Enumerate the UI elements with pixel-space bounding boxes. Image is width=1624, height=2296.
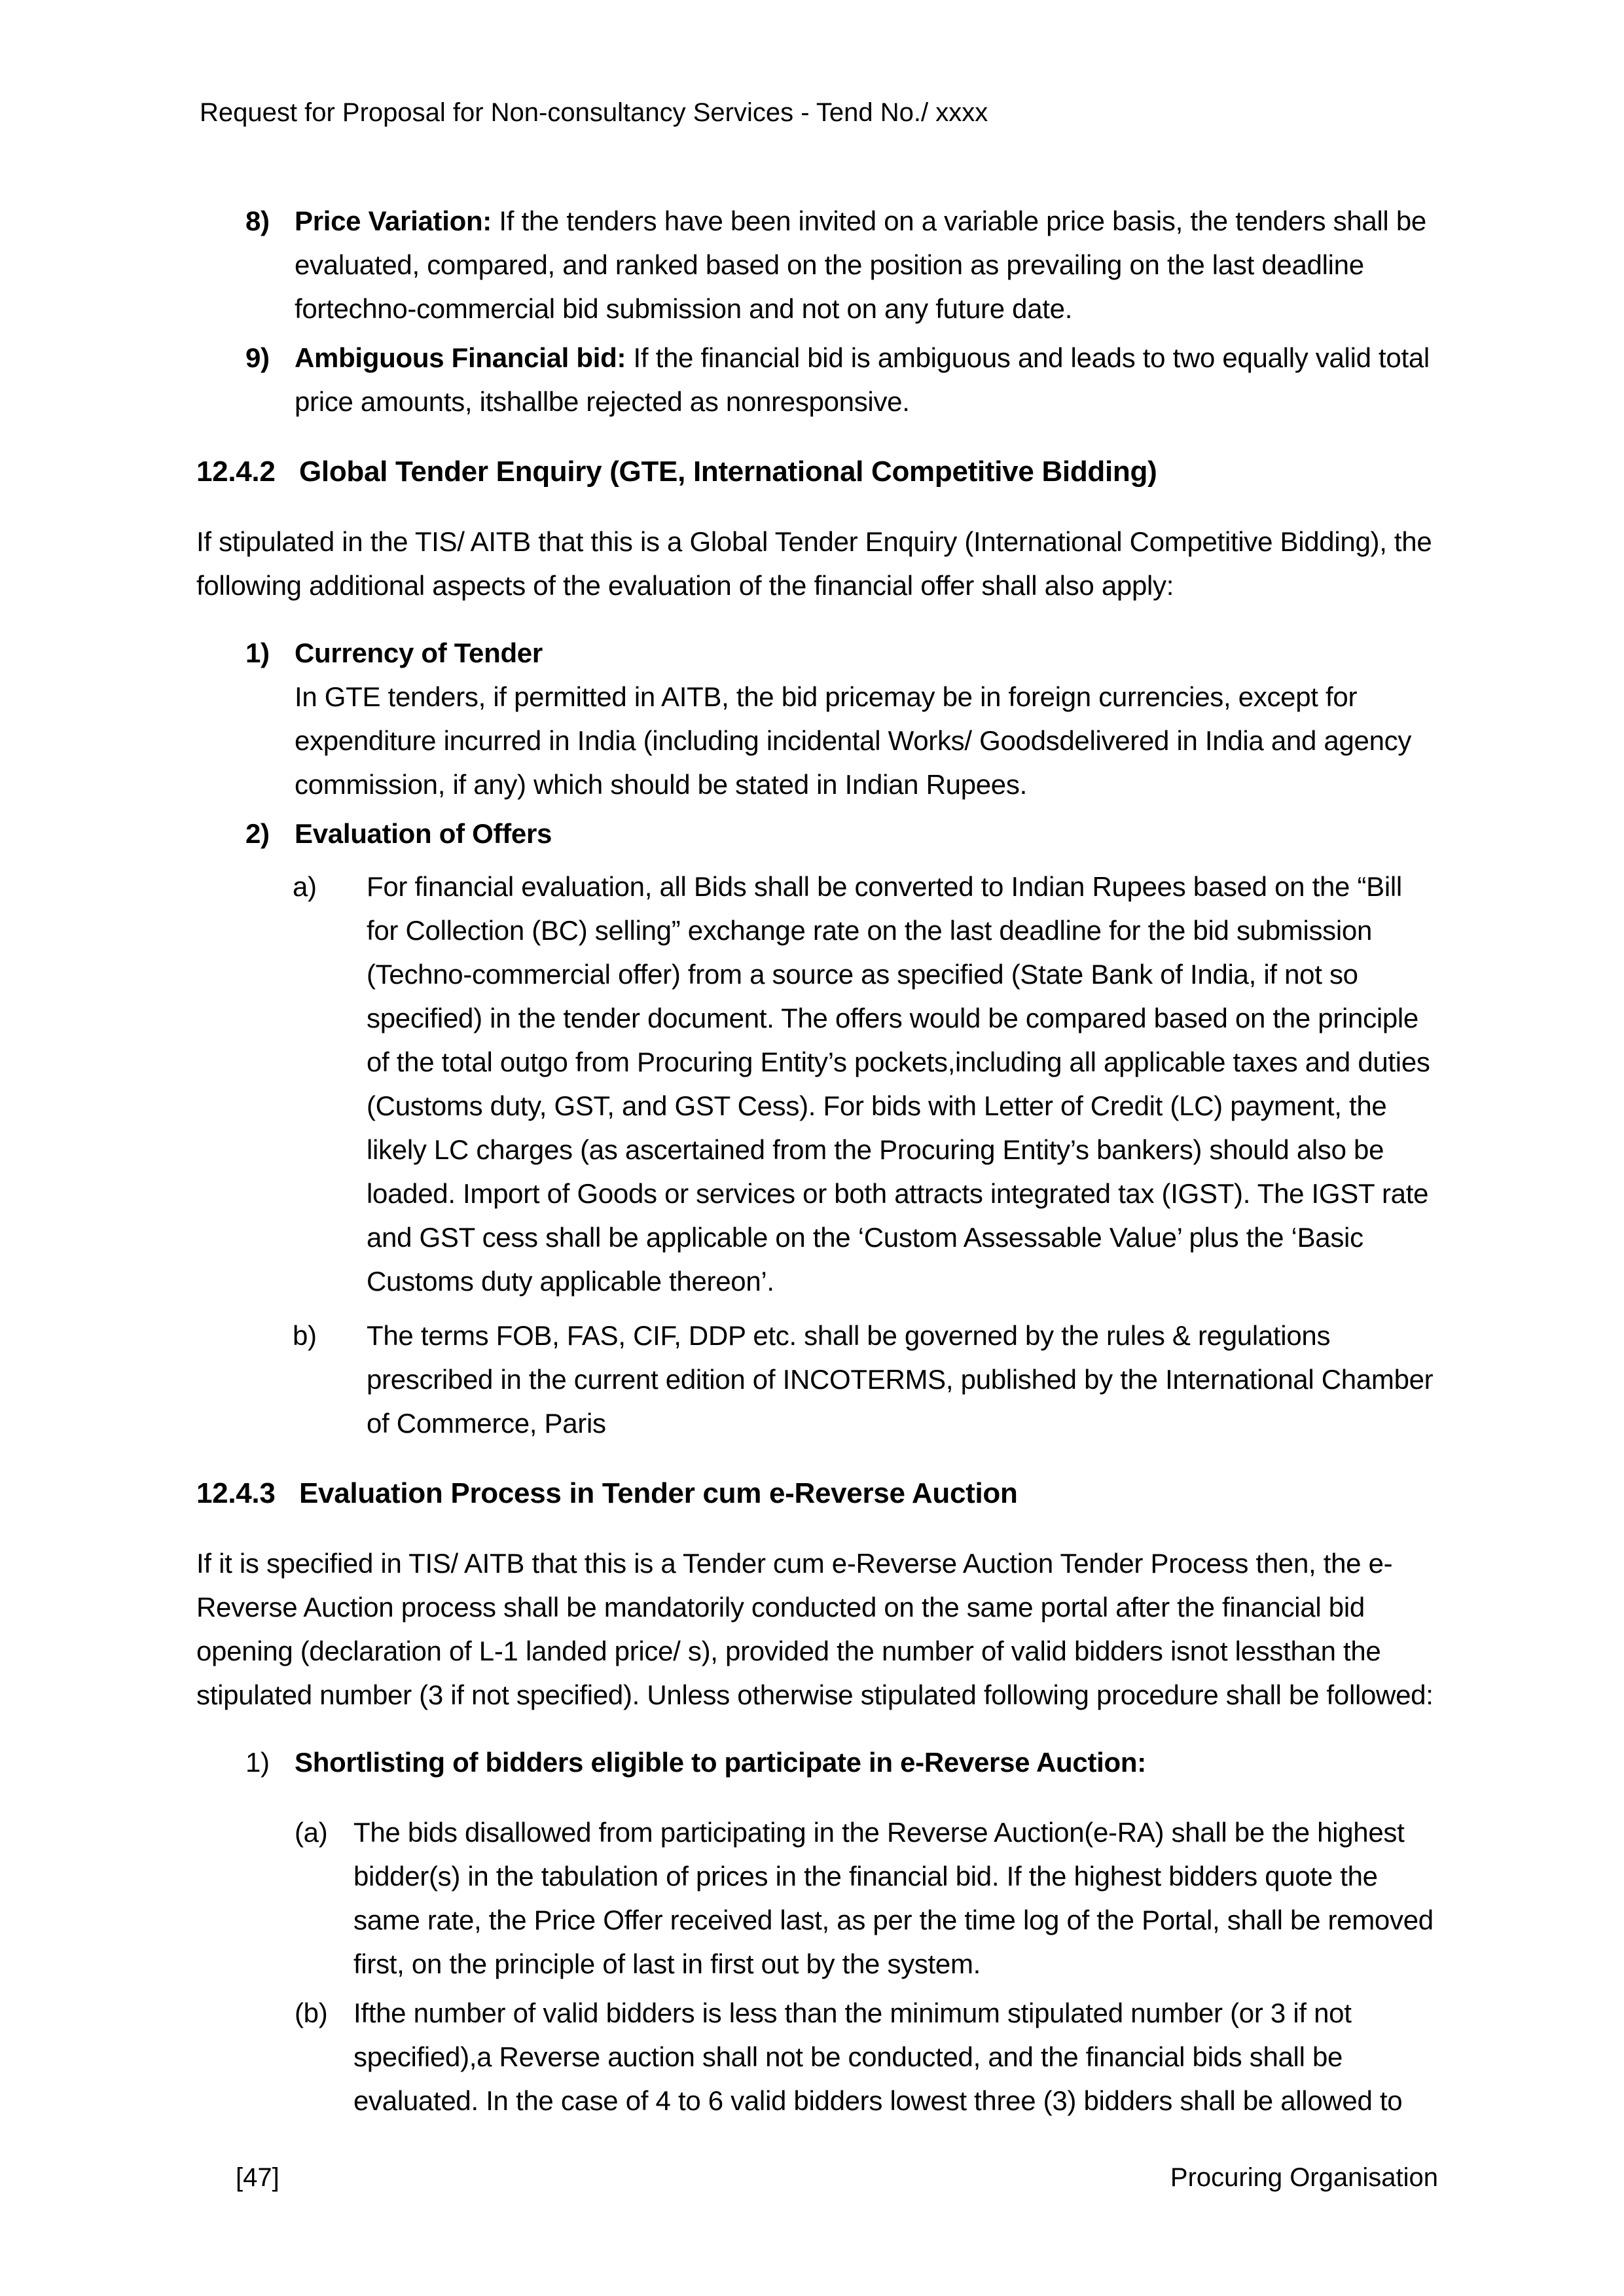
- item-title: Evaluation of Offers: [295, 818, 552, 849]
- item-text: The terms FOB, FAS, CIF, DDP etc. shall be governed by the rules & regulations prescribed in the current edition of INCOTERMS, published by the International Chamber of Commerce, Paris: [367, 1320, 1434, 1439]
- page-header: [200, 97, 988, 128]
- item-paragraph: [295, 631, 1434, 806]
- item-body: [353, 1810, 1434, 1986]
- list-item-shortlisting: [196, 1740, 1434, 1784]
- item-marker: 1): [245, 637, 270, 668]
- section-1243-intro: If it is specified in TIS/ AITB that this is a Tender cum e-Reverse Auction Tender Process then, the e-Reverse Auction process shall be mandatorily conducted on the same portal after the financial bid opening (declaration of L-1 landed price/ s), provided the number of valid bidders isnot lessthan the stipulated number (3 if not specified). Unless otherwise stipulated following procedure shall be followed:: [196, 1548, 1434, 1710]
- item-text: If the tenders have been invited on a variable price basis, the tenders shall be evaluated, compared, and ranked based on the position as prevailing on the last deadline fortechno-commercial bid submission and not on any future date.: [295, 206, 1426, 324]
- item-marker: 9): [245, 342, 270, 373]
- list-item-currency: [196, 631, 1434, 806]
- item-title: Currency of Tender: [295, 637, 543, 668]
- section-1242-heading: [196, 450, 1434, 493]
- item-body: [295, 199, 1434, 331]
- section-1242-intro: If stipulated in the TIS/ AITB that this is a Global Tender Enquiry (International Competitive Bidding), the following additional aspects of the evaluation of the financial offer shall also apply:: [196, 526, 1432, 601]
- section-1243-heading: [196, 1471, 1434, 1515]
- item-text: The bids disallowed from participating in the Reverse Auction(e-RA) shall be the highest bidder(s) in the tabulation of prices in the financial bid. If the highest bidders quote the same rate, the Price Offer received last, as per the time log of the Portal, shall be removed first, on the principle of last in first out by the system.: [353, 1817, 1434, 1979]
- item-body: [295, 336, 1434, 423]
- item-marker: 2): [245, 818, 270, 849]
- section-number: 12.4.3: [196, 1477, 276, 1509]
- section-title: Global Tender Enquiry (GTE, International Competitive Bidding): [299, 456, 1157, 488]
- item-marker: (b): [295, 1998, 328, 2028]
- sublist-item-b: [196, 1314, 1434, 1445]
- item-body: [353, 1991, 1434, 2123]
- item-body: [295, 812, 1434, 855]
- item-marker: 1): [245, 1747, 270, 1778]
- item-paragraph: [295, 336, 1434, 423]
- item-marker: b): [293, 1320, 317, 1351]
- item-lead: Ambiguous Financial bid:: [295, 342, 626, 373]
- header-title: Request for Proposal for Non-consultancy Services - Tend No./ xxxx: [200, 98, 988, 127]
- item-paragraph: [295, 812, 1434, 855]
- item-title: Shortlisting of bidders eligible to participate in e-Reverse Auction:: [295, 1747, 1146, 1778]
- page-footer: [236, 2161, 1438, 2194]
- section-title: Evaluation Process in Tender cum e-Reverse Auction: [299, 1477, 1018, 1509]
- sublist-item-a: [196, 865, 1434, 1303]
- section-number: 12.4.2: [196, 456, 276, 488]
- item-text: For financial evaluation, all Bids shall be converted to Indian Rupees based on the “Bill for Collection (BC) selling” exchange rate on the last deadline for the bid submission (Techno-commercial offer) from a source as specified (State Bank of India, if not so specified) in the tender document. The offers would be compared based on the principle of the total outgo from Procuring Entity’s pockets,including all applicable taxes and duties (Customs duty, GST, and GST Cess). For bids with Letter of Credit (LC) payment, the likely LC charges (as ascertained from the Procuring Entity’s bankers) should also be loaded. Import of Goods or services or both attracts integrated tax (IGST). The IGST rate and GST cess shall be applicable on the ‘Custom Assessable Value’ plus the ‘Basic Customs duty applicable thereon’.: [367, 871, 1430, 1297]
- sublist-item-a: [196, 1810, 1434, 1986]
- item-body: [295, 631, 1434, 806]
- list-item-8: [196, 199, 1434, 331]
- item-text: Ifthe number of valid bidders is less than the minimum stipulated number (or 3 if not specified),a Reverse auction shall not be conducted, and the financial bids shall be evaluated. In the case of 4 to 6 valid bidders lowest three (3) bidders shall be allowed to: [353, 1998, 1403, 2116]
- item-marker: 8): [245, 206, 270, 236]
- item-paragraph: [295, 199, 1434, 331]
- sublist-shortlisting: [196, 1810, 1434, 2123]
- item-marker: a): [293, 871, 317, 902]
- item-lead: Price Variation:: [295, 206, 492, 236]
- sublist-item-b: [196, 1991, 1434, 2123]
- item-text: If the financial bid is ambiguous and leads to two equally valid total price amounts, itshallbe rejected as nonresponsive.: [295, 342, 1430, 417]
- footer-organisation: Procuring Organisation: [1170, 2163, 1438, 2192]
- item-body: [367, 865, 1434, 1303]
- list-item-evaluation-offers: [196, 812, 1434, 855]
- item-paragraph: [295, 1740, 1434, 1784]
- item-text: In GTE tenders, if permitted in AITB, the bid pricemay be in foreign currencies, except for expenditure incurred in India (including incidental Works/ Goodsdelivered in India and agency commission, if any) which should be stated in Indian Rupees.: [295, 681, 1412, 800]
- list-item-9: [196, 336, 1434, 423]
- item-body: [295, 1740, 1434, 1784]
- item-body: [367, 1314, 1434, 1445]
- item-marker: (a): [295, 1817, 328, 1848]
- footer-page-number: [47]: [236, 2163, 280, 2192]
- sublist-evaluation: [196, 865, 1434, 1445]
- document-body: [196, 194, 1434, 2123]
